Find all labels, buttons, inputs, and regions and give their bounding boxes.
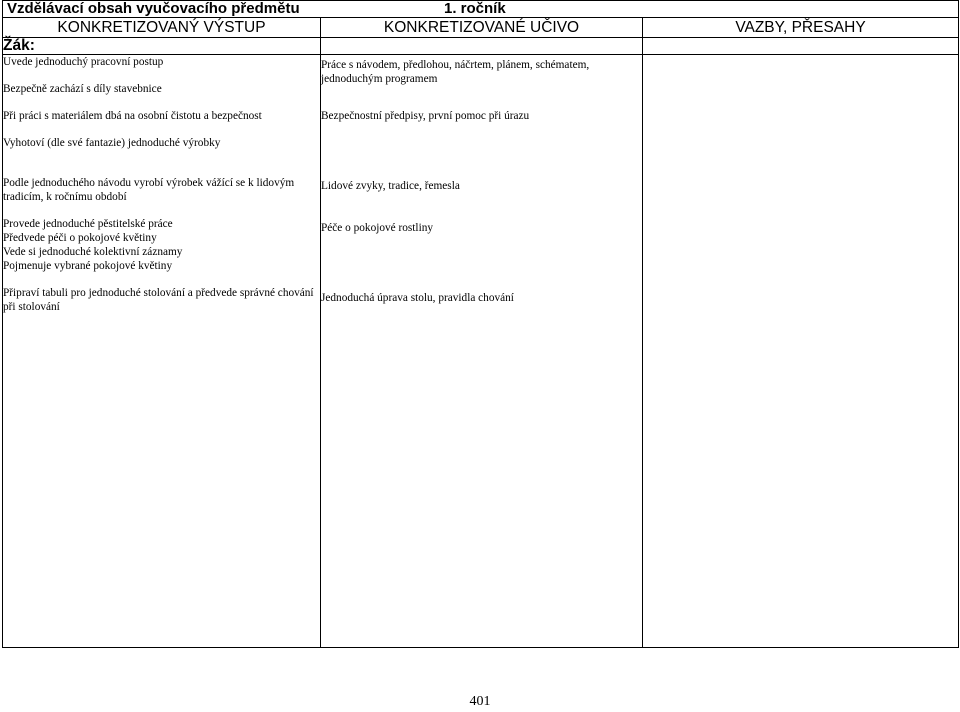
links-column (643, 55, 959, 648)
student-label-spacer (321, 38, 643, 55)
output-item: Vyhotoví (dle své fantazie) jednoduché výrobky (3, 137, 221, 149)
page-number: 401 (469, 694, 491, 709)
curriculum-table (2, 0, 959, 648)
output-item: Pojmenuje vybrané pokojové květiny (3, 260, 173, 272)
student-label: Žák: (3, 38, 321, 55)
content-item: Péče o pokojové rostliny (321, 222, 434, 234)
output-item: Uvede jednoduchý pracovní postup (3, 56, 164, 68)
grade-label: 1. ročník (444, 0, 506, 17)
title-row (3, 1, 959, 18)
output-item: Při práci s materiálem dbá na osobní čistotu a bezpečnost (3, 110, 262, 122)
output-item: Předvede péči o pokojové květiny (3, 232, 157, 244)
content-item: Práce s návodem, předlohou, náčrtem, plánem, schématem, jednoduchým programem (321, 59, 590, 85)
output-item: Podle jednoduchého návodu vyrobí výrobek vážící se k lidovým tradicím, k ročnímu období (3, 177, 295, 203)
content-item: Lidové zvyky, tradice, řemesla (321, 180, 460, 192)
subject-title: Vzdělávací obsah vyučovacího předmětu (7, 0, 300, 17)
content-item: Jednoduchá úprava stolu, pravidla chování (321, 292, 514, 304)
output-item: Připraví tabuli pro jednoduché stolování a předvede správné chování při stolování (3, 287, 314, 313)
output-item: Provede jednoduché pěstitelské práce (3, 218, 173, 230)
column-header-output: KONKRETIZOVANÝ VÝSTUP (3, 18, 321, 38)
column-header-content: KONKRETIZOVANÉ UČIVO (321, 18, 643, 38)
outputs-column (3, 55, 321, 648)
content-item: Bezpečnostní předpisy, první pomoc při úrazu (321, 110, 530, 122)
column-header-links: VAZBY, PŘESAHY (643, 18, 959, 38)
output-item: Vede si jednoduché kolektivní záznamy (3, 246, 183, 258)
contents-column (321, 55, 643, 648)
output-item: Bezpečně zachází s díly stavebnice (3, 83, 162, 95)
student-label-spacer-links (643, 38, 959, 55)
